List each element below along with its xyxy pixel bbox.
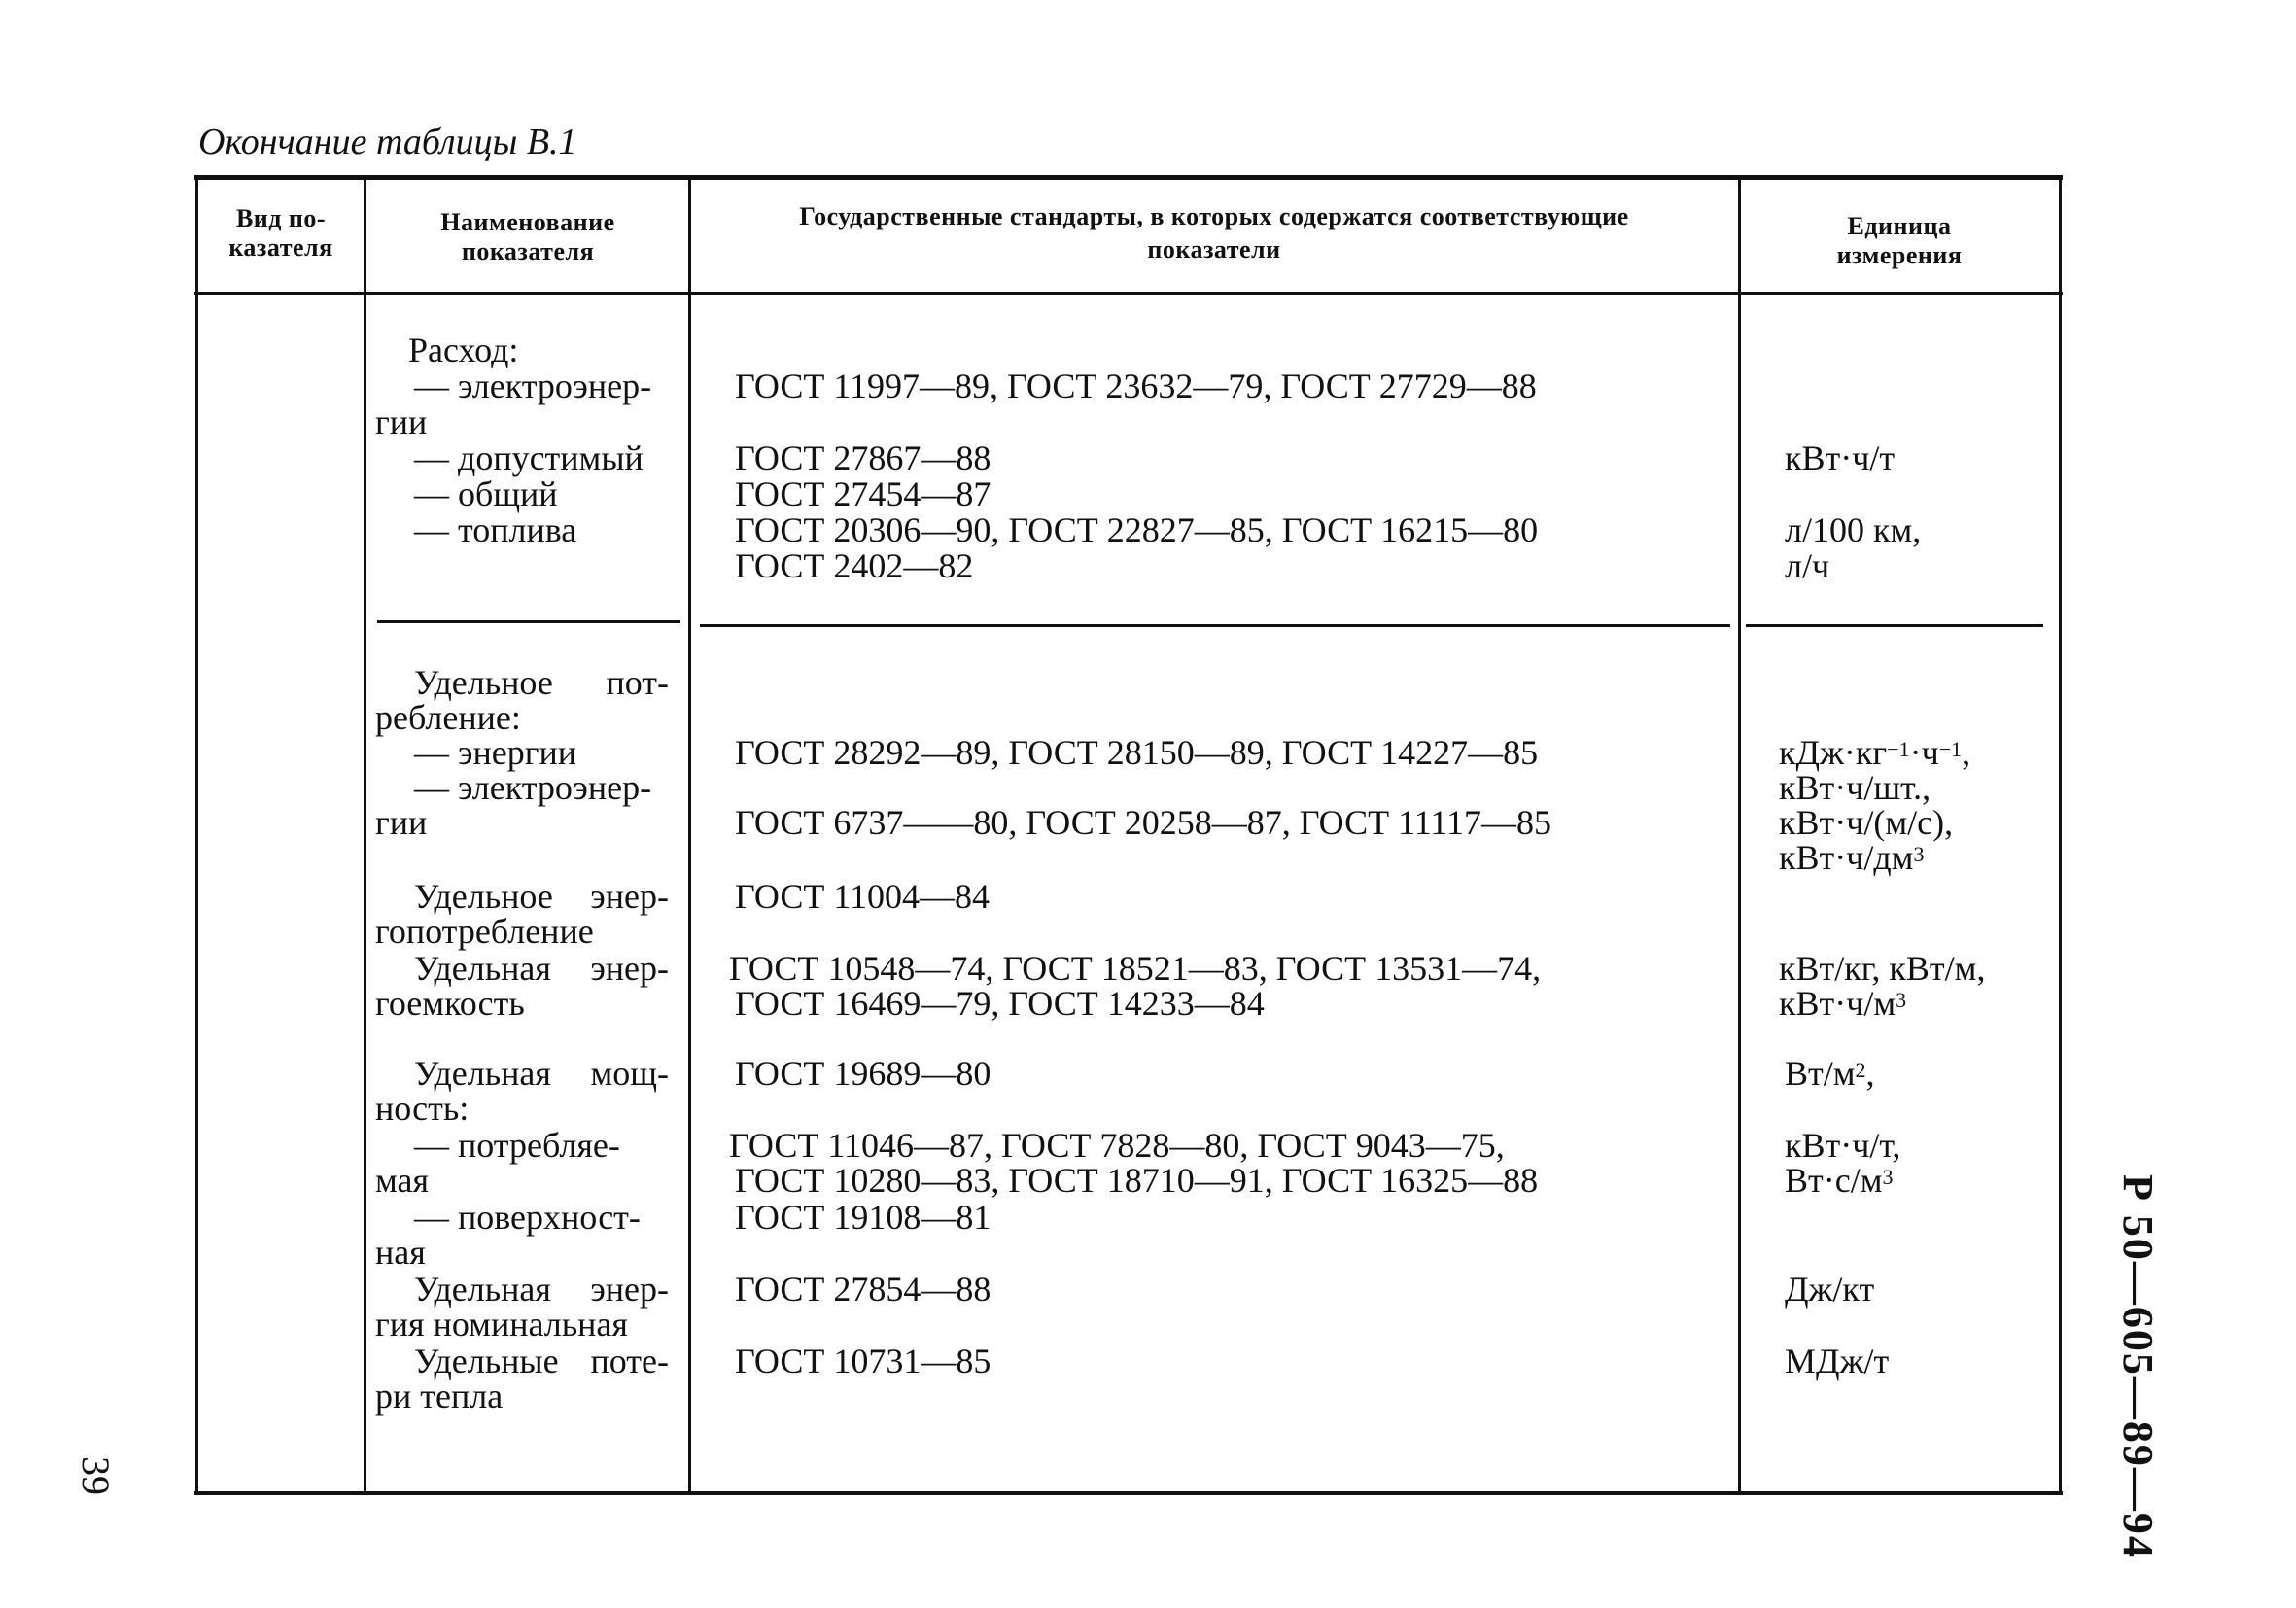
gost-cell: ГОСТ 2402—82: [735, 546, 974, 585]
name-cell: Удельное энер-: [414, 877, 669, 916]
vline-right: [2059, 177, 2062, 1493]
gost-cell: ГОСТ 6737——80, ГОСТ 20258—87, ГОСТ 11117—85: [735, 803, 1552, 842]
gost-cell: ГОСТ 19108—81: [735, 1198, 991, 1237]
name-cell: мая: [375, 1161, 430, 1200]
name-cell: гия номинальная: [375, 1305, 628, 1344]
gost-cell: ГОСТ 11046—87, ГОСТ 7828—80, ГОСТ 9043—75,: [729, 1126, 1505, 1165]
name-cell: Удельные поте-: [414, 1342, 669, 1381]
name-cell: — допустимый: [414, 438, 644, 477]
header-col-unit: Единица измерения: [1836, 212, 1963, 269]
name-cell: Удельная энер-: [414, 1270, 669, 1309]
unit-cell: $кДж\cdot кг^{-1}\cdot ч^{-1}$,: [1779, 733, 1971, 772]
name-cell: Удельная мощ-: [414, 1054, 669, 1093]
gost-cell: ГОСТ 27454—87: [735, 474, 991, 513]
table-caption: Окончание таблицы В.1: [198, 122, 577, 162]
unit-cell: МДж/т: [1785, 1342, 1890, 1381]
gost-cell: ГОСТ 16469—79, ГОСТ 14233—84: [735, 984, 1265, 1023]
block-separator-col2: [377, 620, 680, 623]
unit-cell: $Вт/м^2$,: [1785, 1054, 1875, 1093]
name-cell: гии: [375, 803, 428, 842]
name-cell: — поверхност-: [414, 1198, 641, 1237]
name-cell: ность:: [375, 1089, 470, 1128]
vline-2: [688, 177, 691, 1493]
unit-cell: $кВт\cdot ч/м^3$: [1779, 984, 1907, 1023]
gost-cell: ГОСТ 20306—90, ГОСТ 22827—85, ГОСТ 16215—80: [735, 510, 1539, 549]
unit-cell: л/ч: [1785, 546, 1830, 585]
header-col-type: Вид по- казателя: [228, 204, 333, 262]
unit-cell: кВт/кг, кВт/м,: [1779, 949, 1986, 988]
unit-cell: $кВт\cdot ч/дм^3$: [1779, 838, 1925, 877]
name-cell: — электроэнер-: [414, 367, 652, 405]
gost-cell: ГОСТ 10731—85: [735, 1342, 991, 1381]
header-col-name: Наименование показателя: [440, 208, 615, 265]
unit-cell: кВт·ч/(м/с),: [1779, 803, 1954, 842]
name-cell: — общий: [414, 474, 558, 513]
bottom-rule: [194, 1491, 2063, 1495]
name-cell: гии: [375, 402, 428, 441]
block-separator-col4: [1746, 624, 2043, 627]
document-code: Р 50—605—89—94: [2114, 1174, 2162, 1559]
name-cell: Удельное пот-: [414, 663, 669, 702]
gost-cell: ГОСТ 11004—84: [735, 877, 991, 916]
name-cell: гоемкость: [375, 984, 525, 1023]
page-number: 39: [74, 1456, 118, 1495]
gost-cell: ГОСТ 11997—89, ГОСТ 23632—79, ГОСТ 27729—88: [735, 367, 1537, 405]
unit-cell: л/100 км,: [1785, 510, 1922, 549]
block-separator-col3: [700, 624, 1730, 627]
name-cell: Удельная энер-: [414, 949, 669, 988]
name-cell: ребление:: [375, 698, 521, 737]
unit-cell: кВт·ч/шт.,: [1779, 768, 1931, 807]
name-cell: — топлива: [414, 510, 577, 549]
vline-1: [364, 177, 366, 1493]
name-cell: ри тепла: [375, 1377, 504, 1416]
name-cell: — электроэнер-: [414, 768, 652, 807]
name-cell: Расход:: [408, 331, 519, 369]
header-col-standards: Государственные стандарты, в которых содержатся соответствующие показатели: [799, 202, 1629, 263]
unit-cell: Дж/кт: [1785, 1270, 1875, 1309]
name-cell: — энергии: [414, 733, 576, 772]
gost-cell: ГОСТ 10548—74, ГОСТ 18521—83, ГОСТ 13531—74,: [729, 949, 1542, 988]
header-rule: [194, 292, 2063, 295]
gost-cell: ГОСТ 28292—89, ГОСТ 28150—89, ГОСТ 14227—85: [735, 733, 1539, 772]
unit-cell: кВт·ч/т: [1785, 438, 1896, 477]
gost-cell: ГОСТ 27854—88: [735, 1270, 991, 1309]
name-cell: — потребляе-: [414, 1126, 620, 1165]
unit-cell: $Вт\cdot с/м^3$: [1785, 1161, 1894, 1200]
gost-cell: ГОСТ 10280—83, ГОСТ 18710—91, ГОСТ 16325—88: [735, 1161, 1539, 1200]
vline-left: [195, 177, 198, 1493]
gost-cell: ГОСТ 19689—80: [735, 1054, 991, 1093]
vline-3: [1738, 177, 1741, 1493]
name-cell: гопотребление: [375, 912, 594, 951]
gost-cell: ГОСТ 27867—88: [735, 438, 991, 477]
top-rule: [194, 175, 2063, 180]
unit-cell: кВт·ч/т,: [1785, 1126, 1901, 1165]
name-cell: ная: [375, 1233, 426, 1272]
